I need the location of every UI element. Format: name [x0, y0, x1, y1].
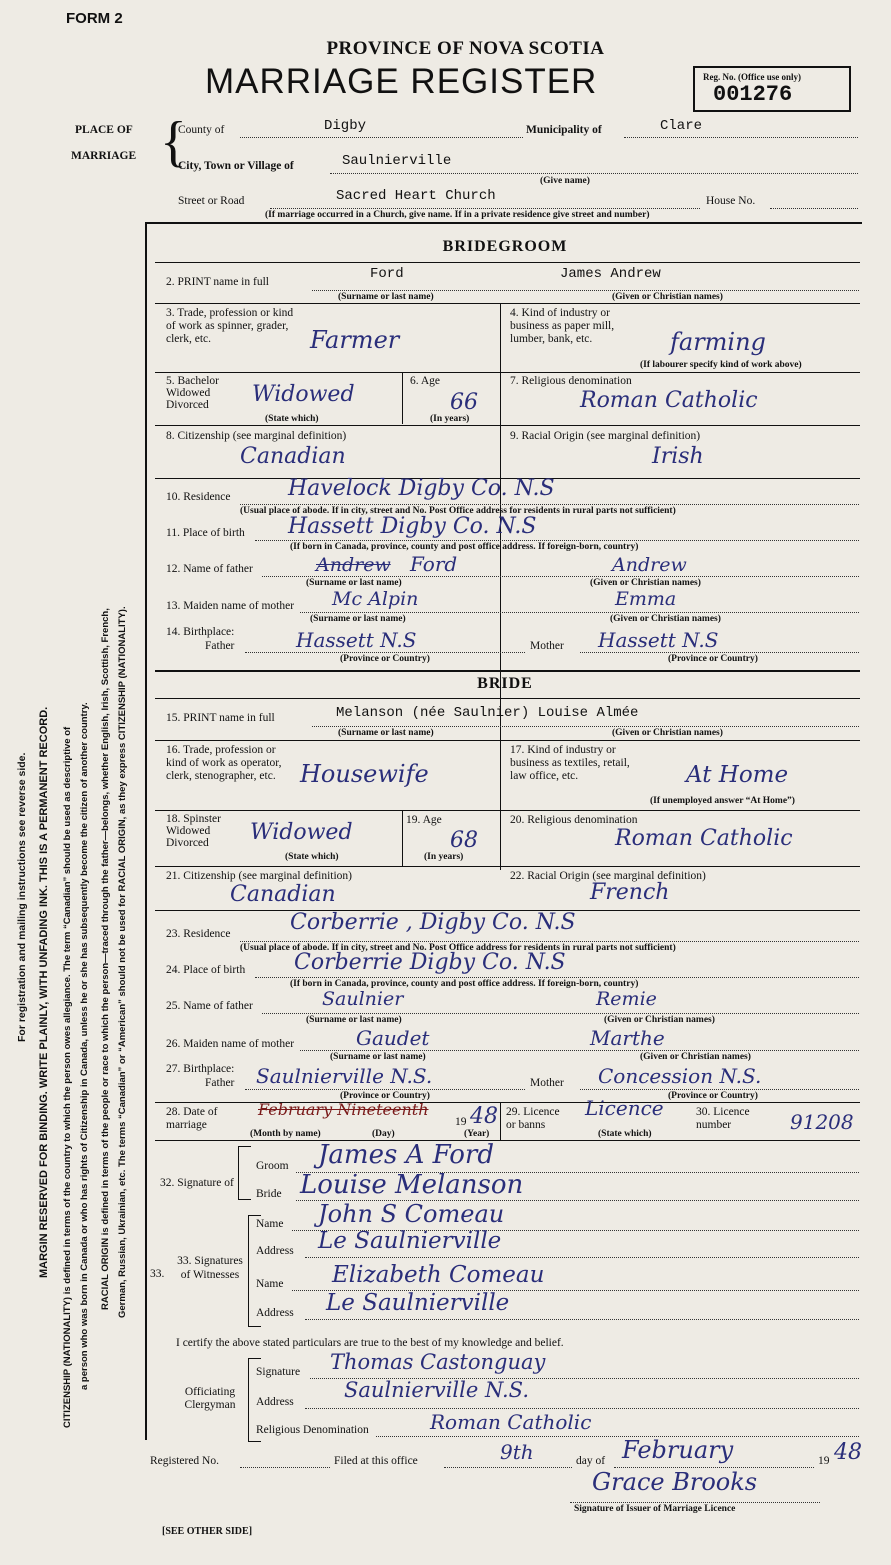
- page-title: MARRIAGE REGISTER: [205, 62, 598, 101]
- brace: {: [160, 111, 187, 173]
- street-value: Sacred Heart Church: [336, 188, 496, 204]
- given-sub: (Given or Christian names): [612, 292, 723, 302]
- issuer-label: Signature of Issuer of Marriage Licence: [574, 1504, 736, 1514]
- q33-number: 33.: [150, 1268, 165, 1280]
- place-label: PLACE OF: [75, 124, 133, 136]
- q11-sub: (If born in Canada, province, county and post office address. If foreign-born, country): [290, 542, 639, 552]
- q33-label: 33. Signatures of Witnesses: [177, 1255, 243, 1281]
- w1-name-word: Name: [256, 1218, 284, 1230]
- bride-father-word: Father: [205, 1077, 235, 1089]
- marriage-label: MARRIAGE: [71, 150, 137, 162]
- form-number: FORM 2: [66, 10, 123, 27]
- q28-label: 28. Date of marriage: [166, 1106, 218, 1131]
- prov-sub-2: (Province or Country): [668, 654, 758, 664]
- registered-label: Registered No.: [150, 1455, 219, 1467]
- q10-label: 10. Residence: [166, 491, 231, 503]
- clergy-address: Saulnierville N.S.: [344, 1378, 529, 1402]
- groom-father-birthplace: Hassett N.S: [296, 628, 417, 652]
- groom-industry: farming: [670, 328, 766, 356]
- section-bridegroom: BRIDEGROOM: [442, 238, 568, 255]
- q19-label: 19. Age: [406, 814, 442, 826]
- mother-given-sub: (Given or Christian names): [610, 614, 721, 624]
- q6-label: 6. Age: [410, 375, 441, 387]
- groom-religion: Roman Catholic: [580, 388, 758, 413]
- clergy-denomination: Roman Catholic: [430, 1410, 592, 1434]
- q11-label: 11. Place of birth: [166, 527, 245, 539]
- clergy-signature: Thomas Castonguay: [330, 1350, 546, 1374]
- day-sub: (Day): [372, 1129, 395, 1139]
- groom-origin: Irish: [652, 444, 704, 469]
- bride-surname-sub: (Surname or last name): [338, 728, 434, 738]
- bride-prov-sub-1: (Province or Country): [340, 1091, 430, 1101]
- bride-father-given: Remie: [596, 988, 657, 1010]
- year-prefix: 19: [455, 1116, 467, 1128]
- mother-surname-sub: (Surname or last name): [310, 614, 406, 624]
- prov-sub-1: (Province or Country): [340, 654, 430, 664]
- street-label: Street or Road: [178, 195, 245, 207]
- age-sub: (In years): [430, 414, 470, 424]
- section-bride: BRIDE: [477, 675, 533, 692]
- bride-signature: Louise Melanson: [300, 1170, 524, 1200]
- city-label: City, Town or Village of: [178, 160, 294, 172]
- margin-note-binding: MARGIN RESERVED FOR BINDING. WRITE PLAINLY, WITH UNFADING INK. THIS IS A PERMANENT RECORD.: [38, 706, 50, 1278]
- mother-word: Mother: [530, 640, 564, 652]
- county-value: Digby: [324, 118, 367, 134]
- q12-label: 12. Name of father: [166, 563, 253, 575]
- margin-definition-1: CITIZENSHIP (NATIONALITY) is defined in terms of the country to which the person owes allegiance. The term “Canadian” should be used as descriptive of: [62, 726, 73, 1428]
- marriage-month-day: February Nineteenth: [258, 1100, 429, 1119]
- issuer-signature: Grace Brooks: [592, 1468, 758, 1496]
- certify-text: I certify the above stated particulars are true to the best of my knowledge and belief.: [176, 1337, 564, 1349]
- q13-label: 13. Maiden name of mother: [166, 600, 295, 612]
- q23-sub: (Usual place of abode. If in city, street and No. Post Office address for residents in rural parts not sufficient): [240, 943, 676, 953]
- bride-citizenship: Canadian: [230, 882, 336, 907]
- groom-birthplace: Hassett Digby Co. N.S: [288, 514, 537, 539]
- q17-sub: (If unemployed answer “At Home”): [650, 796, 795, 806]
- bride-word: Bride: [256, 1188, 282, 1200]
- county-label: County of: [178, 124, 225, 136]
- licence-type: Licence: [585, 1096, 664, 1120]
- licence-number: 91208: [790, 1110, 854, 1134]
- w1-address-word: Address: [256, 1245, 294, 1257]
- witness2-name: Elizabeth Comeau: [332, 1262, 545, 1288]
- bride-origin: French: [590, 880, 670, 905]
- filed-day: 9th: [500, 1440, 534, 1464]
- month-sub: (Month by name): [250, 1129, 321, 1139]
- municipality-label: Municipality of: [526, 124, 602, 136]
- clergy-label: Officiating Clergyman: [184, 1386, 236, 1411]
- bride-residence: Corberrie , Digby Co. N.S: [290, 910, 576, 935]
- groom-father-struck: Andrew: [316, 554, 391, 576]
- q8-label: 8. Citizenship (see marginal definition): [166, 430, 347, 442]
- q25-label: 25. Name of father: [166, 1000, 253, 1012]
- bride-mother-birthplace: Concession N.S.: [598, 1064, 762, 1088]
- q5-label: 5. Bachelor Widowed Divorced: [166, 375, 220, 411]
- q16-label: 16. Trade, profession or kind of work as operator, clerk, stenographer, etc.: [166, 744, 282, 782]
- bride-mother-surname: Gaudet: [356, 1026, 430, 1050]
- bride-age: 68: [450, 828, 478, 853]
- church-note: (If marriage occurred in a Church, give name. If in a private residence give street and number): [265, 210, 650, 220]
- province-title: PROVINCE OF NOVA SCOTIA: [326, 38, 605, 59]
- q4-label: 4. Kind of industry or business as paper mill, lumber, bank, etc.: [510, 307, 615, 345]
- q32-label: 32. Signature of: [160, 1177, 234, 1189]
- give-name-note: (Give name): [540, 176, 590, 186]
- q3-label: 3. Trade, profession or kind of work as spinner, grader, clerk, etc.: [166, 307, 294, 345]
- q24-sub: (If born in Canada, province, county and post office address. If foreign-born, country): [290, 979, 639, 989]
- q29-label: 29. Licence or banns: [506, 1106, 560, 1131]
- q27-label: 27. Birthplace:: [166, 1063, 235, 1075]
- q24-label: 24. Place of birth: [166, 964, 246, 976]
- groom-father-surname: Ford: [410, 552, 458, 576]
- bride-prov-sub-2: (Province or Country): [668, 1091, 758, 1101]
- groom-age: 66: [450, 390, 478, 415]
- day-of-label: day of: [576, 1455, 606, 1467]
- groom-mother-given: Emma: [615, 588, 677, 610]
- status-sub: (State which): [265, 414, 319, 424]
- bride-status-sub: (State which): [285, 852, 339, 862]
- q2-label: 2. PRINT name in full: [166, 276, 269, 288]
- bride-industry: At Home: [686, 762, 789, 788]
- groom-surname: Ford: [370, 266, 404, 282]
- marriage-year: 48: [470, 1104, 498, 1129]
- groom-mother-surname: Mc Alpin: [332, 588, 419, 610]
- margin-definition-4: German, Russian, Ukrainian, etc. The terms “Canadian” or “American” should not be used for RACIAL ORIGIN, as they express CITIZENSHIP (NATIONALITY).: [117, 606, 128, 1318]
- w2-name-word: Name: [256, 1278, 284, 1290]
- q26-label: 26. Maiden name of mother: [166, 1038, 295, 1050]
- q15-label: 15. PRINT name in full: [166, 712, 275, 724]
- groom-signature: James A Ford: [318, 1140, 494, 1170]
- bride-given-sub: (Given or Christian names): [612, 728, 723, 738]
- groom-father-given: Andrew: [612, 554, 687, 576]
- q23-label: 23. Residence: [166, 928, 231, 940]
- bride-birthplace: Corberrie Digby Co. N.S: [294, 950, 566, 975]
- q18-label: 18. Spinster Widowed Divorced: [166, 813, 221, 849]
- bride-father-birthplace: Saulnierville N.S.: [256, 1064, 433, 1088]
- bride-mother-given-sub: (Given or Christian names): [640, 1052, 751, 1062]
- w2-address-word: Address: [256, 1307, 294, 1319]
- filed-label: Filed at this office: [334, 1455, 418, 1467]
- father-given-sub: (Given or Christian names): [590, 578, 701, 588]
- q22-label: 22. Racial Origin (see marginal definition): [510, 870, 706, 882]
- registration-box: [693, 66, 851, 112]
- reg-label: Reg. No. (Office use only): [703, 72, 801, 82]
- bride-father-given-sub: (Given or Christian names): [604, 1015, 715, 1025]
- witness1-name: John S Comeau: [318, 1200, 505, 1228]
- groom-mother-birthplace: Hassett N.S: [598, 628, 719, 652]
- witness2-address: Le Saulnierville: [326, 1290, 510, 1316]
- father-surname-sub: (Surname or last name): [306, 578, 402, 588]
- clergy-address-word: Address: [256, 1396, 294, 1408]
- q20-label: 20. Religious denomination: [510, 814, 638, 826]
- house-label: House No.: [706, 195, 756, 207]
- religious-denomination-word: Religious Denomination: [256, 1424, 369, 1436]
- groom-residence: Havelock Digby Co. N.S: [288, 476, 555, 501]
- filed-year: 48: [834, 1440, 862, 1465]
- witness1-address: Le Saulnierville: [318, 1228, 502, 1254]
- see-other-side: [SEE OTHER SIDE]: [162, 1526, 253, 1537]
- q17-label: 17. Kind of industry or business as textiles, retail, law office, etc.: [510, 744, 630, 782]
- municipality-value: Clare: [660, 118, 703, 134]
- groom-word: Groom: [256, 1160, 289, 1172]
- bride-mother-surname-sub: (Surname or last name): [330, 1052, 426, 1062]
- q7-label: 7. Religious denomination: [510, 375, 632, 387]
- groom-trade: Farmer: [310, 326, 400, 354]
- q21-label: 21. Citizenship (see marginal definition): [166, 870, 352, 882]
- bride-religion: Roman Catholic: [615, 826, 793, 851]
- surname-sub: (Surname or last name): [338, 292, 434, 302]
- bride-mother-word: Mother: [530, 1077, 564, 1089]
- year-sub: (Year): [464, 1129, 490, 1139]
- groom-given: James Andrew: [560, 266, 661, 282]
- bride-age-sub: (In years): [424, 852, 464, 862]
- reg-number: 001276: [713, 82, 793, 107]
- bride-status: Widowed: [250, 820, 353, 845]
- bride-mother-given: Marthe: [590, 1026, 665, 1050]
- margin-note-instructions: For registration and mailing instructions see reverse side.: [16, 752, 28, 1042]
- q10-sub: (Usual place of abode. If in city, street and No. Post Office address for residents in rural parts not sufficient): [240, 506, 676, 516]
- margin-definition-2: a person who was born in Canada or who has rights of Citizenship in Canada, unless he or she has subsequently become the citizen of another country.: [79, 702, 90, 1390]
- q30-label: 30. Licence number: [696, 1106, 750, 1131]
- bride-father-surname: Saulnier: [322, 988, 404, 1010]
- bride-trade: Housewife: [300, 760, 429, 788]
- bride-full-name: Melanson (née Saulnier) Louise Almée: [336, 705, 639, 721]
- father-word: Father: [205, 640, 235, 652]
- margin-definition-3: RACIAL ORIGIN is defined in terms of the people or race to which the person—traced through the father—belongs, whether English, Irish, Scottish, French,: [100, 608, 111, 1310]
- filed-year-prefix: 19: [818, 1455, 830, 1467]
- bride-father-surname-sub: (Surname or last name): [306, 1015, 402, 1025]
- q14-label: 14. Birthplace:: [166, 626, 235, 638]
- q9-label: 9. Racial Origin (see marginal definition): [510, 430, 701, 442]
- licence-sub: (State which): [598, 1129, 652, 1139]
- q4-sub: (If labourer specify kind of work above): [640, 360, 802, 370]
- clergy-signature-word: Signature: [256, 1366, 301, 1378]
- groom-status: Widowed: [252, 382, 355, 407]
- city-value: Saulnierville: [342, 153, 452, 169]
- groom-citizenship: Canadian: [240, 444, 346, 469]
- filed-month: February: [622, 1436, 734, 1464]
